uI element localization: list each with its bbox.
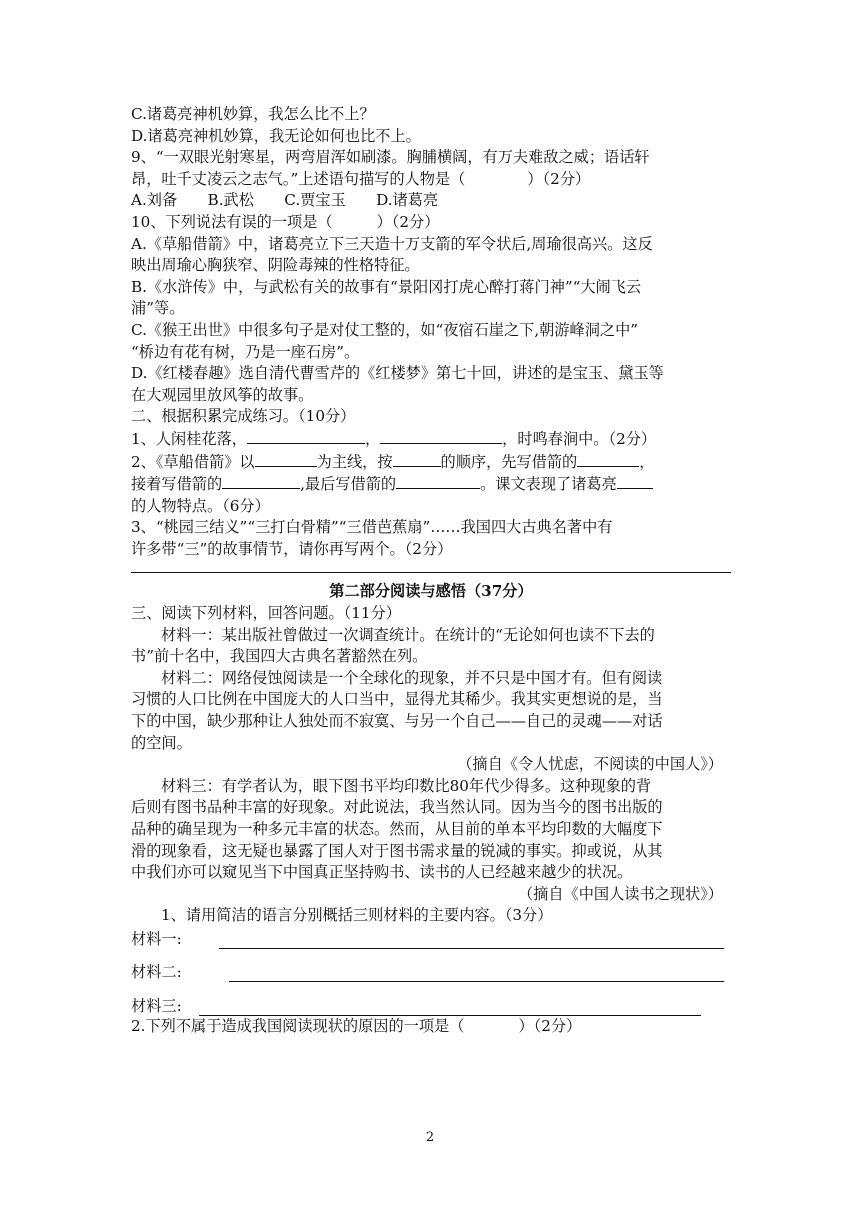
fill-item-2-line1: 2、《草船借箭》以 为主线，按 的顺序，先写借箭的 ， <box>131 452 655 471</box>
section-3-heading: 三、阅读下列材料，回答问题。（11分） <box>131 604 401 623</box>
material-2-line2: 习惯的人口比例在中国庞大的人口当中，显得尤其稀少。我其实更想说的是，当 <box>131 690 663 709</box>
fill-item-3-line1: 3、“桃园三结义”“三打白骨精”“三借芭蕉扇”……我国四大古典名著中有 <box>131 518 613 537</box>
material-3-line1: 材料三：有学者认为，眼下图书平均印数比80年代少得多。这种现象的背 <box>161 776 652 795</box>
question-9-line2: 昂，吐千丈凌云之志气。”上述语句描写的人物是（ ）（2分） <box>131 169 591 188</box>
fill-item-2-line2: 接着写借箭的 ,最后写借箭的 。课文表现了诸葛亮 <box>131 473 731 496</box>
option-c: C.诸葛亮神机妙算，我怎么比不上？ <box>131 105 375 123</box>
material-3-line5: 中我们亦可以窥见当下中国真正坚持购书、读书的人已经越来越少的状况。 <box>131 863 633 882</box>
material-3-line2: 后则有图书品种丰富的好现象。对此说法，我当然认同。因为当今的图书出版的 <box>131 798 663 817</box>
question-10: 10、下列说法有误的一项是（ ）（2分） <box>131 212 440 231</box>
material-2-line3: 下的中国，缺少那种让人独处而不寂寞、与另一个自己——自己的灵魂——对话 <box>131 712 663 731</box>
blank-2[interactable] <box>380 428 502 444</box>
material-2-line4: 的空间。 <box>131 733 192 752</box>
material-3-line3: 品种的确呈现为一种多元丰富的状态。然而，从目前的单本平均印数的大幅度下 <box>131 820 663 838</box>
material-2-source: （摘自《令人忧虑，不阅读的中国人》） <box>457 755 723 774</box>
answer-line-3[interactable] <box>199 1000 701 1016</box>
document-page <box>131 104 731 1037</box>
question-10-c-line1: C.《猴王出世》中很多句子是对仗工整的，如“夜宿石崖之下,朝游峰洞之中” <box>131 320 639 339</box>
question-9-options: A.刘备 B.武松 C.贾宝玉 D.诸葛亮 <box>131 191 439 210</box>
material-3-line4: 滑的现象看，这无疑也暴露了国人对于图书需求量的锐减的事实。抑或说，从其 <box>131 841 663 860</box>
section-2-heading: 二、根据积累完成练习。（10分） <box>131 407 356 426</box>
answer-row-3: 材料三: <box>131 994 731 1016</box>
blank-5[interactable] <box>577 451 639 467</box>
question-10-b-line2: 浦”等。 <box>131 299 185 318</box>
option-d: D.诸葛亮神机妙算，我无论如何也比不上。 <box>131 126 421 145</box>
blank-1[interactable] <box>247 428 365 444</box>
fill-item-3-line2: 许多带“三”的故事情节，请你再写两个。（2分） <box>131 539 453 558</box>
reading-question-2: 2.下列不属于造成我国阅读现状的原因的一项是（ ）（2分） <box>131 1016 582 1035</box>
question-10-d-line2: 在大观园里放风筝的故事。 <box>131 385 314 404</box>
question-9-line1: 9、“一双眼光射寒星，两弯眉浑如刷漆。胸脯横阔，有万夫难敌之威；语话轩 <box>131 148 650 167</box>
answer-line-1[interactable] <box>219 933 724 949</box>
question-10-a-line2: 映出周瑜心胸狭窄、阴险毒辣的性格特征。 <box>131 256 420 275</box>
page-number: 2 <box>425 1130 435 1145</box>
material-2-line1: 材料二：网络侵蚀阅读是一个全球化的现象，并不只是中国才有。但有阅读 <box>161 668 663 687</box>
blank-7[interactable] <box>396 473 480 489</box>
material-1-line2: 书”前十名中，我国四大古典名著豁然在列。 <box>131 647 428 666</box>
blank-3[interactable] <box>255 451 317 467</box>
question-10-b-line1: B.《水浒传》中，与武松有关的故事有“景阳冈打虎心醉打蒋门神”“大闹飞云 <box>131 277 642 296</box>
fill-item-1: 1、人闲桂花落， ， ，时鸣春涧中。（2分） <box>131 429 657 448</box>
blank-6[interactable] <box>222 473 300 489</box>
part-2-title: 第二部分阅读与感悟（37分） <box>329 582 533 601</box>
reading-question-1: 1、请用简洁的语言分别概括三则材料的主要内容。（3分） <box>161 906 553 925</box>
question-10-d-line1: D.《红楼春趣》选自清代曹雪芹的《红楼梦》第七十回，讲述的是宝玉、黛玉等 <box>131 364 664 383</box>
answer-row-2: 材料二: <box>131 961 731 983</box>
question-10-c-line2: “桥边有花有树，乃是一座石房”。 <box>131 342 360 361</box>
material-3-source: （摘自《中国人读书之现状》） <box>517 884 723 903</box>
blank-4[interactable] <box>393 451 441 467</box>
question-10-a-line1: A.《草船借箭》中，诸葛亮立下三天造十万支箭的军令状后,周瑜很高兴。这反 <box>131 234 653 253</box>
fill-item-2-line3: 的人物特点。（6分） <box>131 496 270 515</box>
blank-8[interactable] <box>617 473 653 489</box>
answer-row-1: 材料一: <box>131 927 731 949</box>
section-divider <box>131 572 731 573</box>
material-1-line1: 材料一：某出版社曾做过一次调查统计。在统计的“无论如何也读不下去的 <box>161 625 655 644</box>
answer-line-2[interactable] <box>229 966 724 982</box>
